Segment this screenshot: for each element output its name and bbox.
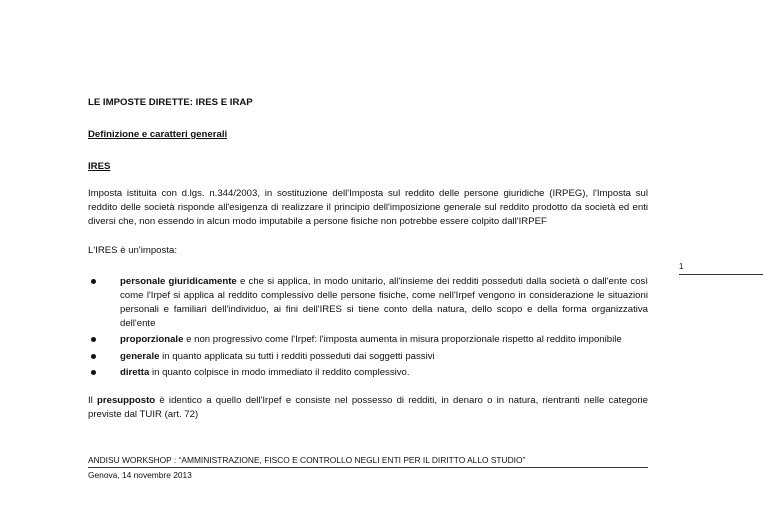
list-item-term: personale giuridicamente	[120, 276, 237, 287]
list-item-text: e che si applica, in modo unitario, all'insieme dei redditi posseduti dalla società o dall'ente così come l'Irpef si applica al reddito complessivo delle persone fisiche, come nell'Irpef vengono in considerazione le situazioni personali e familiari dell'individuo, ai fini dell'IRES si tiene conto della natura, dello scopo e della forma organizzativa dell'ente	[120, 276, 648, 329]
list-item	[88, 275, 648, 331]
list-item-term: generale	[120, 350, 160, 362]
footer-title: ANDISU WORKSHOP : “AMMINISTRAZIONE, FISCO E CONTROLLO NEGLI ENTI PER IL DIRITTO ALLO STUDIO”	[88, 455, 526, 465]
document-title: LE IMPOSTE DIRETTE: IRES E IRAP	[88, 97, 253, 108]
list-item	[88, 366, 648, 380]
list-item	[88, 333, 648, 347]
section-heading: Definizione e caratteri generali	[88, 129, 228, 140]
list-item-term: diretta	[120, 366, 150, 378]
list-item	[88, 350, 648, 364]
page-number: 1	[679, 262, 684, 271]
presupposto-prefix: Il	[88, 395, 98, 406]
list-item-text: e non progressivo come l'Irpef: l'imposta aumenta in misura proporzionale rispetto al reddito imponibile	[183, 334, 622, 346]
list-item-text: in quanto colpisce in modo immediato il reddito complessivo.	[149, 366, 410, 378]
bullet-icon	[91, 354, 96, 359]
footer-date: Genova, 14 novembre 2013	[88, 470, 192, 480]
footer-divider	[88, 467, 648, 468]
list-item-text: in quanto applicata su tutti i redditi posseduti dai soggetti passivi	[159, 350, 435, 362]
bullet-icon	[91, 279, 96, 284]
page-number-divider	[679, 274, 763, 275]
list-item-term: proporzionale	[120, 334, 184, 346]
intro-paragraph: Imposta istituita con d.lgs. n.344/2003, in sostituzione dell'Imposta sul reddito delle persone giuridiche (IRPEG), l'Imposta sul reddito delle società risponde all'esigenza di realizzare il principio dell'imposizione generale sul reddito prodotto da società ed enti diversi che, non essendo in alcun modo imputabile a persone fisiche non potrebbe essere colpito dall'IRPEF	[88, 188, 648, 227]
subheading-ires: IRES	[88, 161, 111, 172]
presupposto-paragraph	[88, 394, 648, 422]
bullet-icon	[91, 370, 96, 375]
list-intro: L'IRES è un'imposta:	[88, 245, 177, 256]
bullet-icon	[91, 337, 96, 342]
presupposto-term: presupposto	[97, 395, 156, 406]
presupposto-text: è identico a quello dell'Irpef e consiste nel possesso di redditi, in denaro o in natura, rientranti nelle categorie previste dal TUIR (art. 72)	[88, 395, 648, 420]
characteristics-list	[88, 275, 648, 382]
